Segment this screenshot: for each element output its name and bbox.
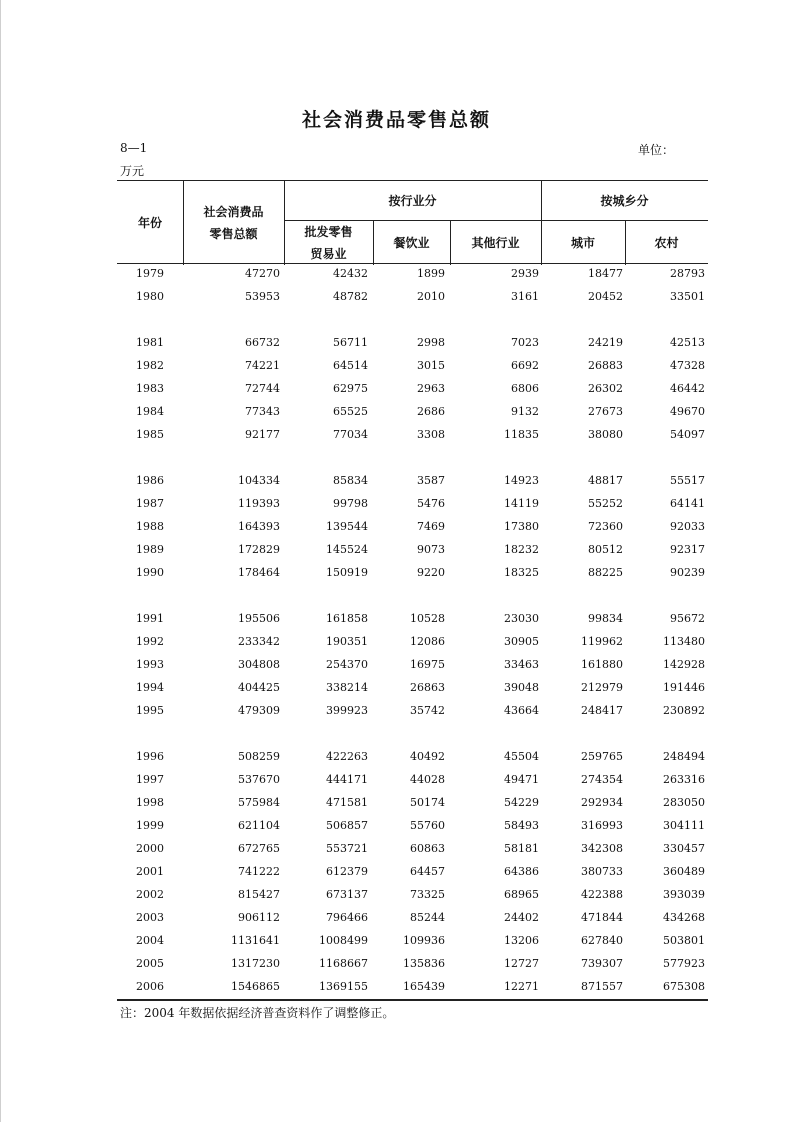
cell-city: 342308 [581,842,623,855]
cell-city: 380733 [581,865,623,878]
cell-city: 80512 [588,543,623,556]
table-header [117,180,708,264]
cell-total: 304808 [238,658,280,671]
cell-total: 508259 [238,750,280,763]
cell-other: 14923 [504,474,539,487]
cell-total: 77343 [245,405,280,418]
cell-rural: 230892 [663,704,705,717]
cell-wholesale: 42432 [333,267,368,280]
cell-other: 6692 [511,359,539,372]
cell-year: 1993 [136,658,164,671]
unit-value: 万元 [120,164,145,178]
cell-other: 58493 [504,819,539,832]
table-row [117,540,708,563]
cell-wholesale: 161858 [326,612,368,625]
cell-total: 1317230 [231,957,280,970]
cell-year: 2004 [136,934,164,947]
cell-wholesale: 1168667 [319,957,368,970]
header-total-line1: 社会消费品 [203,205,264,219]
cell-catering: 135836 [403,957,445,970]
page-title: 社会消费品零售总额 [301,109,491,131]
cell-catering: 16975 [410,658,445,671]
table-row [117,908,708,931]
cell-other: 49471 [504,773,539,786]
cell-city: 274354 [581,773,623,786]
cell-city: 88225 [588,566,623,579]
cell-wholesale: 150919 [326,566,368,579]
cell-catering: 64457 [410,865,445,878]
cell-other: 14119 [504,497,539,510]
cell-other: 58181 [504,842,539,855]
cell-wholesale: 99798 [333,497,368,510]
cell-wholesale: 338214 [326,681,368,694]
cell-rural: 248494 [663,750,705,763]
cell-rural: 33501 [670,290,705,303]
cell-catering: 60863 [410,842,445,855]
cell-city: 259765 [581,750,623,763]
cell-catering: 12086 [410,635,445,648]
cell-rural: 64141 [670,497,705,510]
cell-total: 119393 [238,497,280,510]
cell-catering: 73325 [410,888,445,901]
cell-city: 212979 [581,681,623,694]
table-row [117,632,708,655]
cell-total: 479309 [238,704,280,717]
cell-total: 672765 [238,842,280,855]
cell-other: 6806 [511,382,539,395]
cell-other: 12727 [504,957,539,970]
cell-rural: 393039 [663,888,705,901]
cell-other: 23030 [504,612,539,625]
cell-catering: 1899 [417,267,445,280]
cell-other: 18232 [504,543,539,556]
table-row [117,954,708,977]
table-row [117,425,708,448]
cell-wholesale: 77034 [333,428,368,441]
cell-total: 53953 [245,290,280,303]
header-wholesale-line1: 批发零售 [304,225,353,239]
cell-other: 64386 [504,865,539,878]
table-row [117,517,708,540]
table-row [117,563,708,586]
table-number: 8—1 [120,141,148,155]
cell-rural: 304111 [663,819,705,832]
cell-year: 1980 [136,290,164,303]
cell-catering: 26863 [410,681,445,694]
cell-city: 26883 [588,359,623,372]
header-wholesale [284,221,373,265]
cell-rural: 47328 [670,359,705,372]
cell-total: 404425 [238,681,280,694]
cell-wholesale: 56711 [333,336,368,349]
cell-rural: 92033 [670,520,705,533]
cell-year: 1998 [136,796,164,809]
cell-wholesale: 85834 [333,474,368,487]
table-bottom-rule [117,999,708,1001]
table-row [117,678,708,701]
cell-year: 1996 [136,750,164,763]
cell-wholesale: 254370 [326,658,368,671]
cell-catering: 44028 [410,773,445,786]
cell-rural: 434268 [663,911,705,924]
cell-rural: 90239 [670,566,705,579]
cell-rural: 42513 [670,336,705,349]
header-total [183,193,284,253]
cell-rural: 55517 [670,474,705,487]
cell-year: 2001 [136,865,164,878]
cell-rural: 263316 [663,773,705,786]
cell-city: 627840 [581,934,623,947]
cell-catering: 50174 [410,796,445,809]
cell-catering: 35742 [410,704,445,717]
table-row [117,793,708,816]
table-row [117,977,708,1000]
cell-wholesale: 1008499 [319,934,368,947]
cell-year: 1994 [136,681,164,694]
cell-wholesale: 796466 [326,911,368,924]
cell-catering: 85244 [410,911,445,924]
cell-city: 18477 [588,267,623,280]
cell-catering: 9073 [417,543,445,556]
cell-wholesale: 673137 [326,888,368,901]
cell-catering: 10528 [410,612,445,625]
cell-rural: 28793 [670,267,705,280]
cell-year: 2000 [136,842,164,855]
header-catering: 餐饮业 [393,236,430,250]
cell-total: 172829 [238,543,280,556]
cell-other: 43664 [504,704,539,717]
cell-other: 33463 [504,658,539,671]
cell-year: 1992 [136,635,164,648]
cell-rural: 54097 [670,428,705,441]
table-row [117,494,708,517]
cell-wholesale: 444171 [326,773,368,786]
cell-total: 66732 [245,336,280,349]
cell-year: 1995 [136,704,164,717]
table-row [117,264,708,287]
table-row [117,402,708,425]
table-row [117,356,708,379]
cell-rural: 675308 [663,980,705,993]
cell-wholesale: 139544 [326,520,368,533]
cell-wholesale: 64514 [333,359,368,372]
cell-city: 871557 [581,980,623,993]
cell-city: 471844 [581,911,623,924]
cell-catering: 3587 [417,474,445,487]
table-row [117,471,708,494]
cell-city: 38080 [588,428,623,441]
unit-label: 单位： [638,143,675,157]
cell-total: 72744 [245,382,280,395]
cell-city: 27673 [588,405,623,418]
cell-rural: 191446 [663,681,705,694]
cell-wholesale: 145524 [326,543,368,556]
cell-city: 99834 [588,612,623,625]
cell-wholesale: 399923 [326,704,368,717]
cell-year: 1986 [136,474,164,487]
cell-wholesale: 471581 [326,796,368,809]
cell-other: 17380 [504,520,539,533]
cell-total: 104334 [238,474,280,487]
cell-other: 13206 [504,934,539,947]
cell-rural: 503801 [663,934,705,947]
table-row [117,816,708,839]
cell-total: 233342 [238,635,280,648]
cell-other: 45504 [504,750,539,763]
cell-wholesale: 553721 [326,842,368,855]
header-city: 城市 [570,236,595,250]
cell-year: 1985 [136,428,164,441]
cell-city: 422388 [581,888,623,901]
cell-total: 92177 [245,428,280,441]
table-body [117,264,708,1000]
cell-city: 292934 [581,796,623,809]
cell-year: 1981 [136,336,164,349]
cell-total: 1131641 [231,934,280,947]
table-row [117,931,708,954]
header-by-industry: 按行业分 [388,193,437,208]
cell-rural: 49670 [670,405,705,418]
cell-catering: 55760 [410,819,445,832]
cell-catering: 3015 [417,359,445,372]
cell-city: 119962 [581,635,623,648]
cell-year: 1979 [136,267,164,280]
cell-other: 11835 [504,428,539,441]
cell-city: 161880 [581,658,623,671]
cell-rural: 113480 [663,635,705,648]
cell-total: 164393 [238,520,280,533]
table-row [117,839,708,862]
cell-year: 1997 [136,773,164,786]
cell-city: 739307 [581,957,623,970]
cell-year: 2002 [136,888,164,901]
cell-total: 621104 [238,819,280,832]
cell-other: 9132 [511,405,539,418]
header-rural: 农村 [654,236,679,250]
cell-other: 2939 [511,267,539,280]
table-row [117,333,708,356]
cell-wholesale: 48782 [333,290,368,303]
cell-year: 1991 [136,612,164,625]
footnote: 注：2004 年数据依据经济普查资料作了调整修正。 [120,1006,395,1020]
cell-city: 26302 [588,382,623,395]
cell-year: 2006 [136,980,164,993]
cell-total: 906112 [238,911,280,924]
cell-wholesale: 1369155 [319,980,368,993]
cell-year: 1982 [136,359,164,372]
cell-other: 7023 [511,336,539,349]
header-total-line2: 零售总额 [209,227,258,241]
header-by-area: 按城乡分 [600,193,649,208]
cell-city: 24219 [588,336,623,349]
cell-rural: 577923 [663,957,705,970]
table-row [117,747,708,770]
header-year: 年份 [137,216,162,230]
table-row [117,655,708,678]
cell-city: 72360 [588,520,623,533]
cell-catering: 165439 [403,980,445,993]
cell-catering: 40492 [410,750,445,763]
cell-wholesale: 506857 [326,819,368,832]
cell-other: 12271 [504,980,539,993]
cell-catering: 5476 [417,497,445,510]
cell-other: 30905 [504,635,539,648]
cell-rural: 142928 [663,658,705,671]
table-row [117,701,708,724]
cell-rural: 95672 [670,612,705,625]
cell-year: 1999 [136,819,164,832]
cell-year: 1983 [136,382,164,395]
table-row [117,862,708,885]
cell-total: 47270 [245,267,280,280]
cell-wholesale: 612379 [326,865,368,878]
cell-total: 537670 [238,773,280,786]
cell-catering: 9220 [417,566,445,579]
cell-year: 1990 [136,566,164,579]
table-row [117,379,708,402]
cell-other: 24402 [504,911,539,924]
cell-wholesale: 62975 [333,382,368,395]
cell-other: 39048 [504,681,539,694]
header-wholesale-line2: 贸易业 [310,247,347,261]
cell-total: 1546865 [231,980,280,993]
cell-catering: 7469 [417,520,445,533]
cell-city: 20452 [588,290,623,303]
cell-other: 54229 [504,796,539,809]
cell-year: 1984 [136,405,164,418]
cell-city: 316993 [581,819,623,832]
cell-year: 1987 [136,497,164,510]
cell-rural: 330457 [663,842,705,855]
cell-other: 3161 [511,290,539,303]
cell-city: 55252 [588,497,623,510]
cell-catering: 2010 [417,290,445,303]
header-other: 其他行业 [471,236,520,250]
cell-other: 68965 [504,888,539,901]
table-row [117,885,708,908]
cell-rural: 283050 [663,796,705,809]
cell-rural: 360489 [663,865,705,878]
table-row [117,287,708,310]
cell-wholesale: 65525 [333,405,368,418]
cell-city: 48817 [588,474,623,487]
cell-year: 1989 [136,543,164,556]
cell-other: 18325 [504,566,539,579]
cell-year: 1988 [136,520,164,533]
table-row [117,609,708,632]
page-edge [0,0,1,1122]
cell-year: 2003 [136,911,164,924]
cell-total: 815427 [238,888,280,901]
cell-rural: 46442 [670,382,705,395]
cell-rural: 92317 [670,543,705,556]
cell-wholesale: 422263 [326,750,368,763]
cell-year: 2005 [136,957,164,970]
cell-catering: 109936 [403,934,445,947]
cell-city: 248417 [581,704,623,717]
cell-total: 74221 [245,359,280,372]
cell-total: 195506 [238,612,280,625]
cell-total: 741222 [238,865,280,878]
cell-total: 575984 [238,796,280,809]
cell-catering: 2686 [417,405,445,418]
cell-catering: 3308 [417,428,445,441]
cell-total: 178464 [238,566,280,579]
cell-catering: 2998 [417,336,445,349]
table-row [117,770,708,793]
cell-catering: 2963 [417,382,445,395]
cell-wholesale: 190351 [326,635,368,648]
